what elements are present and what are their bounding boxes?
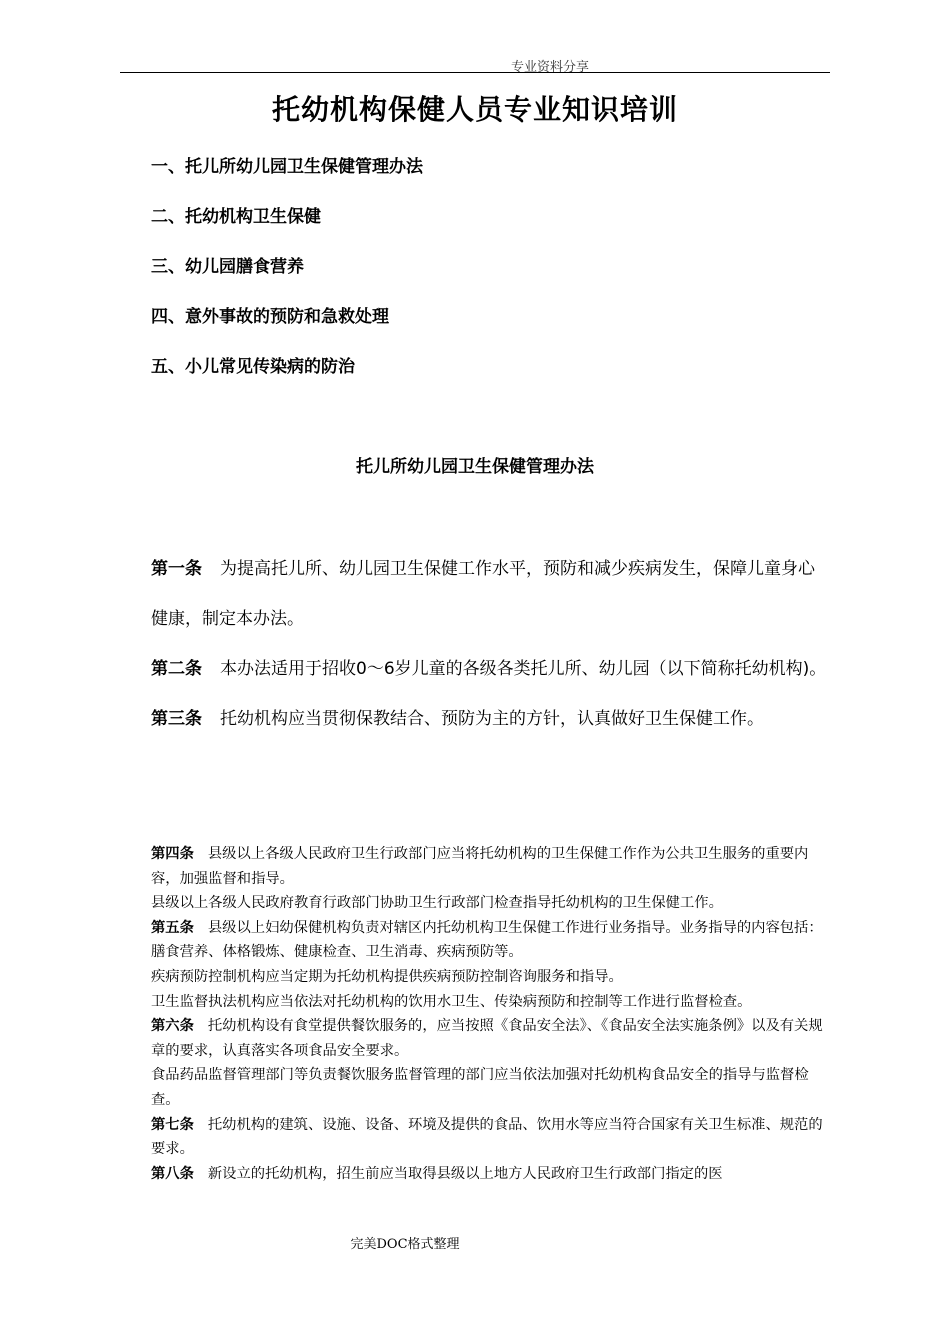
page-footer: 完美DOC格式整理 bbox=[350, 1237, 460, 1252]
article-paragraph bbox=[151, 916, 831, 965]
article-label: 第四条 bbox=[151, 846, 194, 862]
article-paragraph bbox=[151, 842, 831, 891]
article-paragraph bbox=[151, 891, 831, 916]
article-text: 食品药品监督管理部门等负责餐饮服务监督管理的部门应当依法加强对托幼机构食品安全的指导与监督检查。 bbox=[151, 1067, 809, 1108]
article-label: 第二条 bbox=[151, 659, 202, 679]
article-paragraph bbox=[151, 1014, 831, 1063]
article-paragraph bbox=[151, 544, 831, 644]
article-text: 本办法适用于招收0～6岁儿童的各级各类托儿所、幼儿园（以下简称托幼机构)。 bbox=[220, 659, 827, 679]
article-text: 卫生监督执法机构应当依法对托幼机构的饮用水卫生、传染病预防和控制等工作进行监督检查。 bbox=[151, 993, 752, 1010]
toc-item: 三、幼儿园膳食营养 bbox=[151, 257, 304, 277]
toc-item: 一、托儿所幼儿园卫生保健管理办法 bbox=[151, 157, 423, 177]
article-label: 第八条 bbox=[151, 1165, 194, 1182]
article-text: 托幼机构设有食堂提供餐饮服务的，应当按照《食品安全法》、《食品安全法实施条例》以及有关规章的要求，认真落实各项食品安全要求。 bbox=[151, 1018, 823, 1059]
article-text: 新设立的托幼机构，招生前应当取得县级以上地方人民政府卫生行政部门指定的医 bbox=[207, 1165, 723, 1182]
article-paragraph bbox=[151, 990, 831, 1015]
page-header: 专业资料分享 bbox=[510, 60, 589, 75]
article-paragraph bbox=[151, 1113, 831, 1162]
article-text: 县级以上妇幼保健机构负责对辖区内托幼机构卫生保健工作进行业务指导。业务指导的内容包括：膳食营养、体格锻炼、健康检查、卫生消毒、疾病预防等。 bbox=[151, 919, 823, 961]
article-label: 第六条 bbox=[151, 1018, 194, 1035]
article-text: 托幼机构的建筑、设施、设备、环境及提供的食品、饮用水等应当符合国家有关卫生标准、规范的要求。 bbox=[151, 1116, 823, 1158]
article-paragraph bbox=[151, 965, 831, 990]
section-heading: 托儿所幼儿园卫生保健管理办法 bbox=[356, 457, 594, 477]
article-paragraph bbox=[151, 1063, 831, 1112]
article-text: 疾病预防控制机构应当定期为托幼机构提供疾病预防控制咨询服务和指导。 bbox=[151, 968, 623, 985]
articles-small bbox=[151, 842, 831, 1186]
toc-item: 五、小儿常见传染病的防治 bbox=[151, 357, 355, 377]
article-label: 第七条 bbox=[151, 1116, 194, 1133]
article-paragraph bbox=[151, 644, 831, 694]
header-divider bbox=[120, 72, 830, 73]
document-title: 托幼机构保健人员专业知识培训 bbox=[271, 93, 678, 126]
article-paragraph bbox=[151, 1162, 831, 1187]
article-label: 第五条 bbox=[151, 919, 194, 936]
article-text: 为提高托儿所、幼儿园卫生保健工作水平，预防和减少疾病发生，保障儿童身心健康，制定本办法。 bbox=[151, 559, 815, 629]
table-of-contents bbox=[151, 152, 423, 402]
article-text: 县级以上各级人民政府卫生行政部门应当将托幼机构的卫生保健工作作为公共卫生服务的重要内容，加强监督和指导。 bbox=[151, 846, 809, 887]
articles-large bbox=[151, 544, 831, 744]
article-label: 第一条 bbox=[151, 559, 202, 579]
toc-item: 二、托幼机构卫生保健 bbox=[151, 207, 321, 227]
article-text: 县级以上各级人民政府教育行政部门协助卫生行政部门检查指导托幼机构的卫生保健工作。 bbox=[151, 895, 723, 912]
toc-item: 四、意外事故的预防和急救处理 bbox=[151, 307, 389, 327]
article-paragraph bbox=[151, 694, 831, 744]
article-text: 托幼机构应当贯彻保教结合、预防为主的方针，认真做好卫生保健工作。 bbox=[220, 709, 764, 729]
article-label: 第三条 bbox=[151, 709, 202, 729]
